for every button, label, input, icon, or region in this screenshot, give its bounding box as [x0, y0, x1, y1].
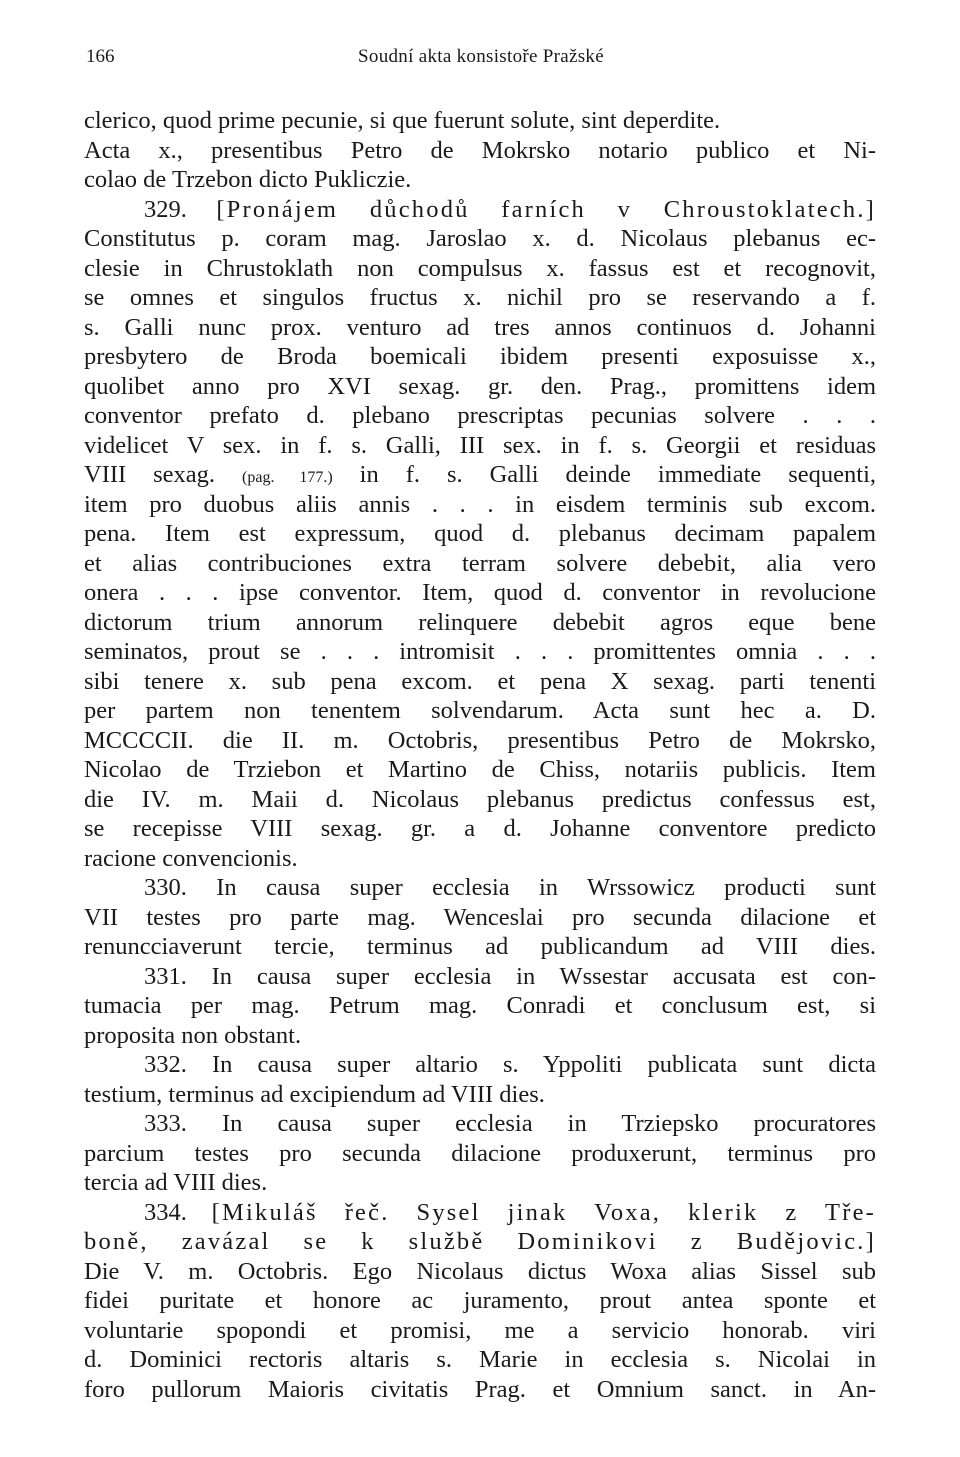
text-line: Die V. m. Octobris. Ego Nicolaus dictus Woxa alias Sissel sub — [84, 1257, 876, 1285]
text-line: quolibet anno pro XVI sexag. gr. den. Prag., promittens idem — [84, 372, 876, 400]
text-line: fidei puritate et honore ac juramento, prout antea sponte et — [84, 1287, 876, 1314]
text-line: d. Dominici rectoris altaris s. Marie in ecclesia s. Nicolai in — [84, 1346, 876, 1373]
page-header — [86, 46, 876, 76]
text-line: Nicolao de Trziebon et Martino de Chiss, notariis publicis. Item — [84, 756, 876, 783]
text-line: item pro duobus aliis annis . . . in eisdem terminis sub excom. — [84, 490, 876, 518]
text-line: clerico, quod prime pecunie, si que fuerunt solute, sint deperdite. — [84, 107, 721, 134]
entry-line: 331. In causa super ecclesia in Wssestar accusata est con- — [144, 962, 876, 990]
text-line: testium, terminus ad excipiendum ad VIII dies. — [84, 1080, 545, 1108]
text-line: presbytero de Broda boemicali ibidem presenti exposuisse x., — [84, 343, 876, 370]
text-line: MCCCCII. die II. m. Octobris, presentibus Petro de Mokrsko, — [84, 726, 876, 754]
text-line: renuncciaverunt tercie, terminus ad publicandum ad VIII dies. — [84, 933, 876, 960]
text-line: parcium testes pro secunda dilacione produxerunt, terminus pro — [84, 1139, 876, 1167]
text-line: et alias contribuciones extra terram solvere debebit, alia vero — [84, 549, 876, 577]
text-line: s. Galli nunc prox. venturo ad tres annos continuos d. Johanni — [84, 313, 876, 341]
text-line: per partem non tenentem solvendarum. Acta sunt hec a. D. — [84, 697, 876, 724]
text-line: seminatos, prout se . . . intromisit . . . promittentes omnia . . . — [84, 638, 876, 665]
spaced-heading: boně, zavázal se k službě Dominikovi z Budějovic.] — [84, 1228, 876, 1255]
text-line: conventor prefato d. plebano prescriptas pecunias solvere . . . — [84, 402, 876, 429]
text-line: sibi tenere x. sub pena excom. et pena X sexag. parti tenenti — [84, 667, 876, 695]
text-line: videlicet V sex. in f. s. Galli, III sex. in f. s. Georgii et residuas — [84, 431, 876, 459]
text-line: onera . . . ipse conventor. Item, quod d. conventor in revolucione — [84, 579, 876, 606]
text-line: VIII sexag. (pag. 177.) in f. s. Galli deinde immediate sequenti, — [84, 461, 876, 488]
entry-line: 330. In causa super ecclesia in Wrssowicz producti sunt — [144, 874, 876, 901]
text-line: foro pullorum Maioris civitatis Prag. et Omnium sanct. in An- — [84, 1375, 876, 1403]
text-line: dictorum trium annorum relinquere debebit agros eque bene — [84, 608, 876, 636]
running-title: Soudní akta konsistoře Pražské — [358, 46, 604, 67]
text-line: racione convencionis. — [84, 844, 298, 872]
text-line: clesie in Chrustoklath non compulsus x. fassus est et recognovit, — [84, 254, 876, 282]
spaced-heading: [Pronájem důchodů farních v Chroustoklatech.] — [216, 195, 876, 223]
spaced-heading: [Mikuláš řeč. Sysel jinak Voxa, klerik z Tře- — [211, 1198, 876, 1226]
page-reference: (pag. 177.) — [242, 469, 333, 486]
entry-line: 332. In causa super altario s. Yppoliti publicata sunt dicta — [144, 1051, 876, 1078]
text-line: VII testes pro parte mag. Wenceslai pro secunda dilacione et — [84, 903, 876, 931]
text-line: tercia ad VIII dies. — [84, 1169, 268, 1196]
entry-heading-line — [84, 1227, 876, 1257]
entry-heading-line: 329. [Pronájem důchodů farních v Chroustoklatech.] — [144, 195, 876, 223]
entry-heading-line: 334. [Mikuláš řeč. Sysel jinak Voxa, klerik z Tře- — [144, 1198, 876, 1226]
body-text — [84, 106, 876, 1404]
text-line: pena. Item est expressum, quod d. plebanus decimam papalem — [84, 520, 876, 547]
text-line: die IV. m. Maii d. Nicolaus plebanus predictus confessus est, — [84, 785, 876, 813]
entry-line: 333. In causa super ecclesia in Trziepsko procuratores — [144, 1110, 876, 1137]
text-line: se recepisse VIII sexag. gr. a d. Johanne conventore predicto — [84, 815, 876, 842]
text-line: proposita non obstant. — [84, 1021, 302, 1049]
text-line: se omnes et singulos fructus x. nichil pro se reservando a f. — [84, 284, 876, 311]
text-line: voluntarie spopondi et promisi, me a servicio honorab. viri — [84, 1316, 876, 1344]
text-line: Acta x., presentibus Petro de Mokrsko notario publico et Ni- — [84, 136, 876, 164]
page-number: 166 — [86, 46, 115, 67]
text-line: colao de Trzebon dicto Pukliczie. — [84, 166, 412, 193]
text-line: tumacia per mag. Petrum mag. Conradi et conclusum est, si — [84, 992, 876, 1019]
text-line: Constitutus p. coram mag. Jaroslao x. d. Nicolaus plebanus ec- — [84, 225, 876, 252]
